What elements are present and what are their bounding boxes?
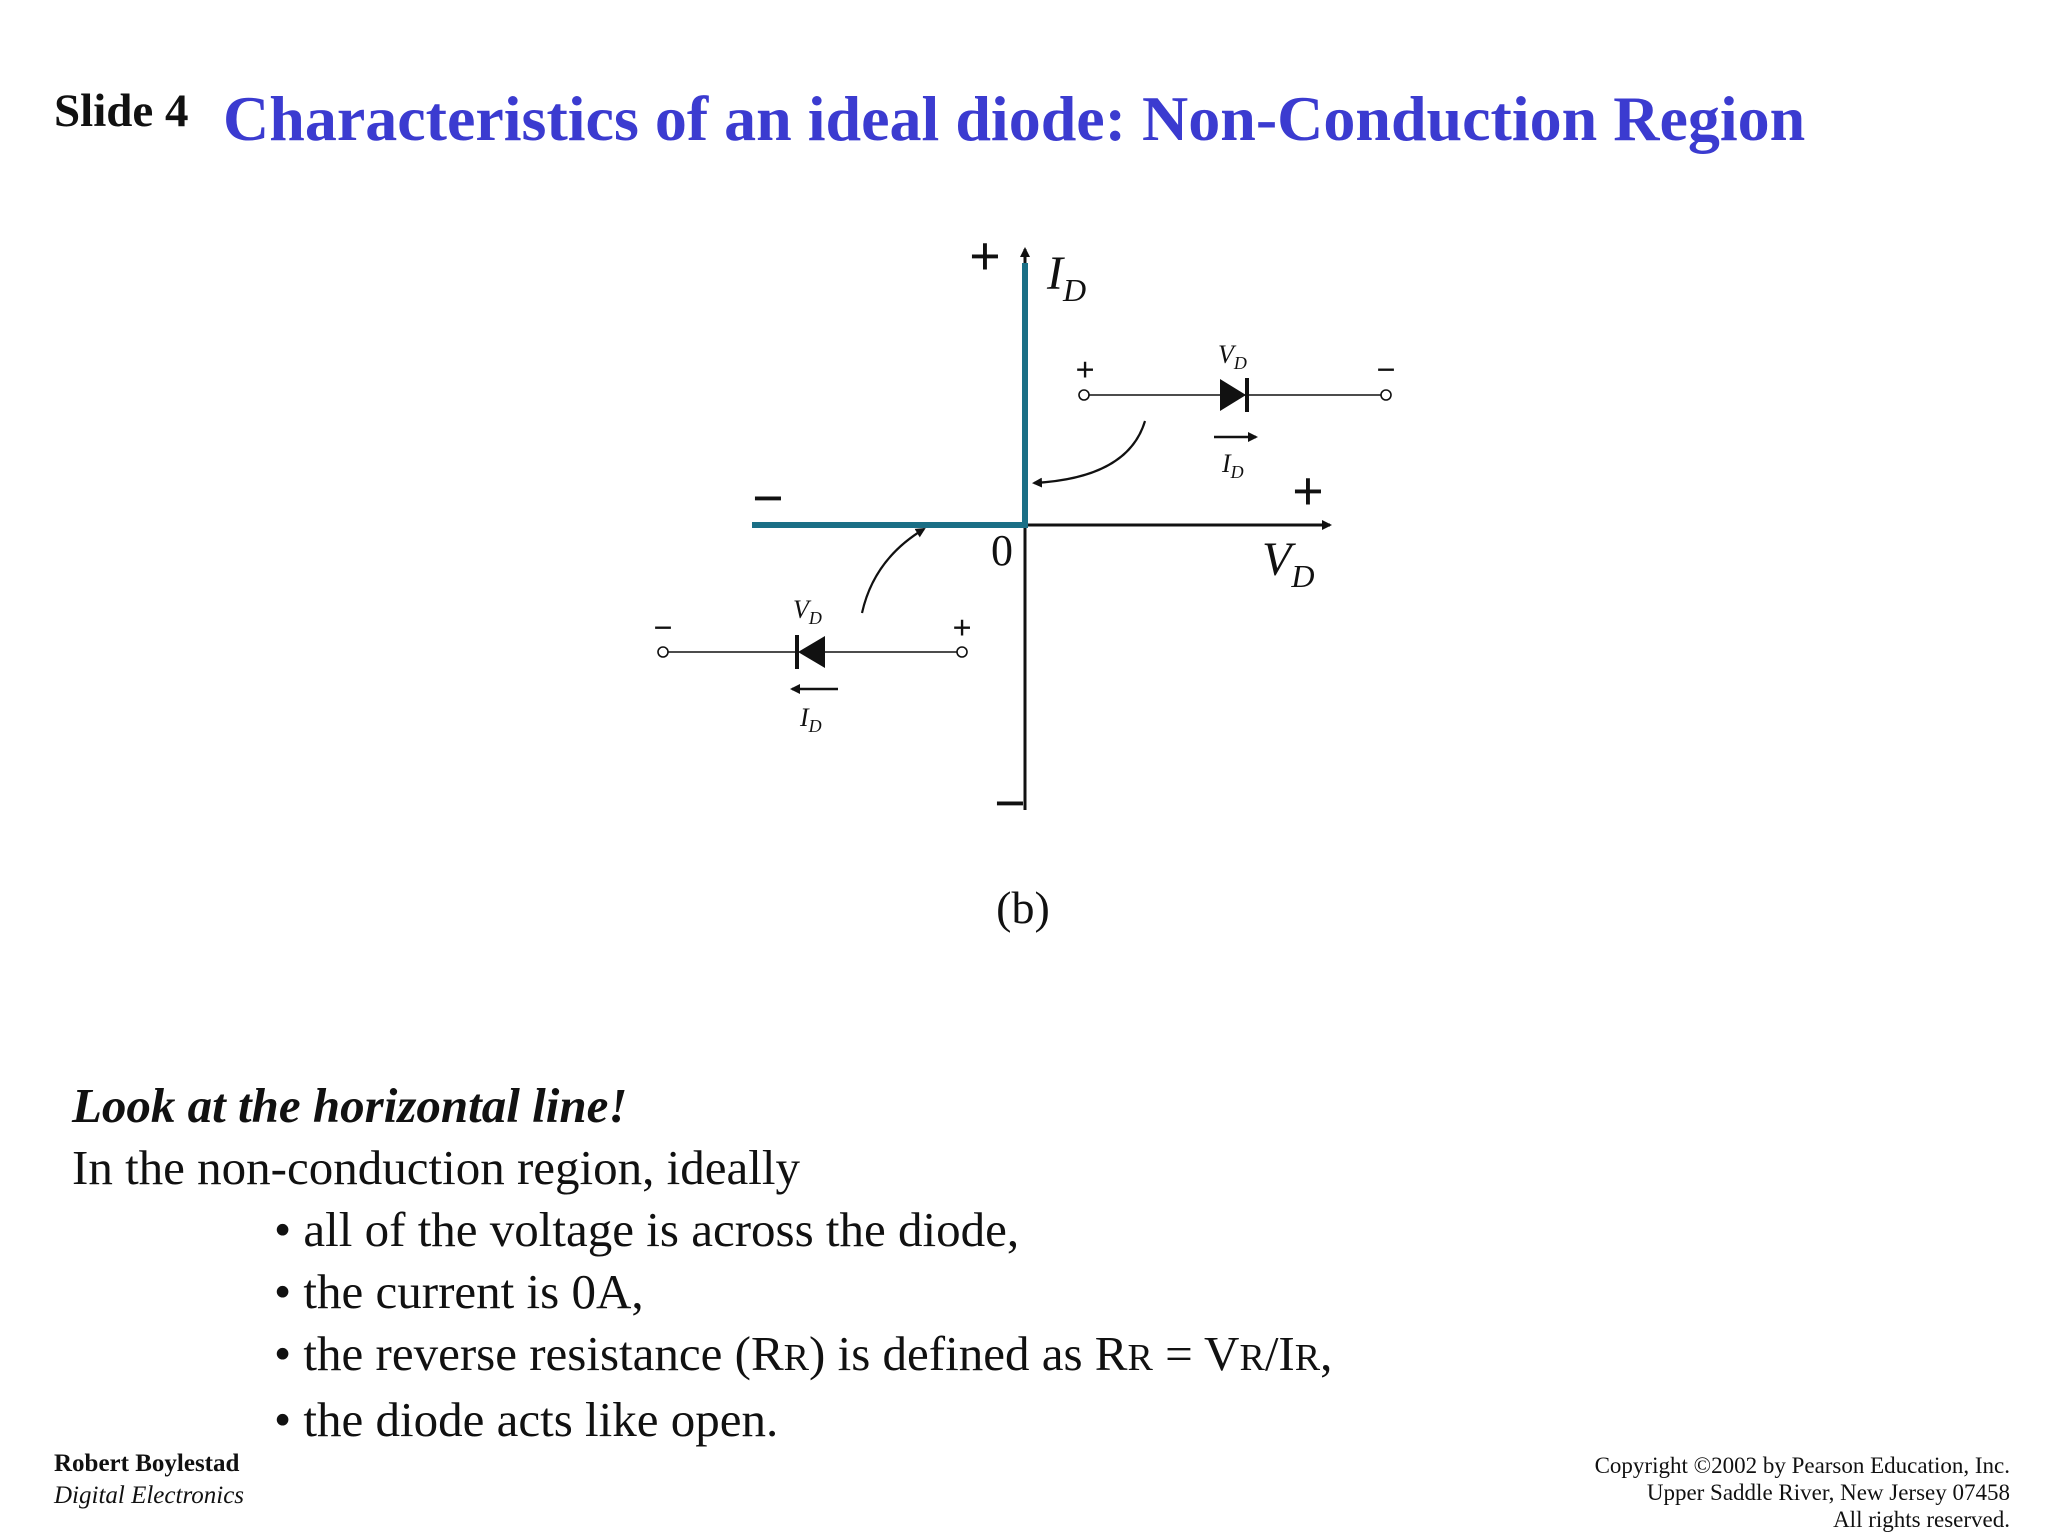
- forward-pointer-arrow: [1034, 421, 1145, 483]
- terminal-right: [1381, 390, 1391, 400]
- forward-diode-voltage-label: $V_D$: [1218, 340, 1247, 373]
- bullet-current: • the current is 0A,: [274, 1264, 644, 1319]
- reverse-diode-plus: +: [952, 610, 972, 647]
- forward-diode-circuit: [1075, 340, 1395, 482]
- intro-line: In the non-conduction region, ideally: [72, 1140, 800, 1195]
- x-axis-minus-sign: −: [752, 468, 784, 530]
- copyright-line-3: All rights reserved.: [1833, 1507, 2010, 1532]
- y-axis-label: $I_D$: [1047, 247, 1087, 308]
- reverse-diode-circuit: [653, 595, 971, 736]
- footer-author: Robert Boylestad: [54, 1450, 240, 1477]
- x-axis-plus-sign: +: [1292, 461, 1324, 523]
- bullet-voltage: • all of the voltage is across the diode,: [274, 1202, 1020, 1257]
- footer-copyright: [1595, 1452, 2010, 1533]
- terminal-right: [957, 647, 967, 657]
- reverse-diode-minus: −: [653, 610, 673, 647]
- x-axis-label: $V_D$: [1262, 533, 1315, 594]
- characteristic-curve: [752, 263, 1025, 525]
- diode-characteristic-figure: [640, 225, 1420, 960]
- slide-title: Characteristics of an ideal diode: Non-Conduction Region: [223, 83, 1806, 154]
- forward-diode-current-label: $I_D$: [1222, 449, 1244, 482]
- slide-number: Slide 4: [54, 85, 189, 137]
- copyright-line-2: Upper Saddle River, New Jersey 07458: [1646, 1480, 2010, 1505]
- diode-symbol: [1220, 379, 1246, 411]
- y-axis-minus-sign: −: [994, 773, 1026, 835]
- emphasis-line: Look at the horizontal line!: [72, 1078, 628, 1133]
- reverse-diode-voltage-label: $V_D$: [793, 595, 822, 628]
- footer-course: Digital Electronics: [54, 1482, 245, 1509]
- figure-caption: (b): [996, 882, 1050, 933]
- bullet-reverse-resistance: • the reverse resistance (RR) is defined as RR = VR/IR,: [274, 1326, 1333, 1381]
- reverse-diode-current-label: $I_D$: [800, 703, 822, 736]
- copyright-line-1: Copyright ©2002 by Pearson Education, Inc.: [1594, 1453, 2010, 1478]
- bullet-open: • the diode acts like open.: [274, 1392, 779, 1447]
- forward-diode-minus: −: [1376, 352, 1396, 389]
- forward-diode-plus: +: [1075, 352, 1095, 389]
- terminal-left: [1079, 390, 1089, 400]
- diode-symbol: [798, 636, 825, 668]
- origin-label: 0: [991, 526, 1013, 575]
- reverse-pointer-arrow: [862, 529, 924, 613]
- body-text: [72, 1075, 1332, 1451]
- y-axis-plus-sign: +: [969, 226, 1001, 288]
- terminal-left: [658, 647, 668, 657]
